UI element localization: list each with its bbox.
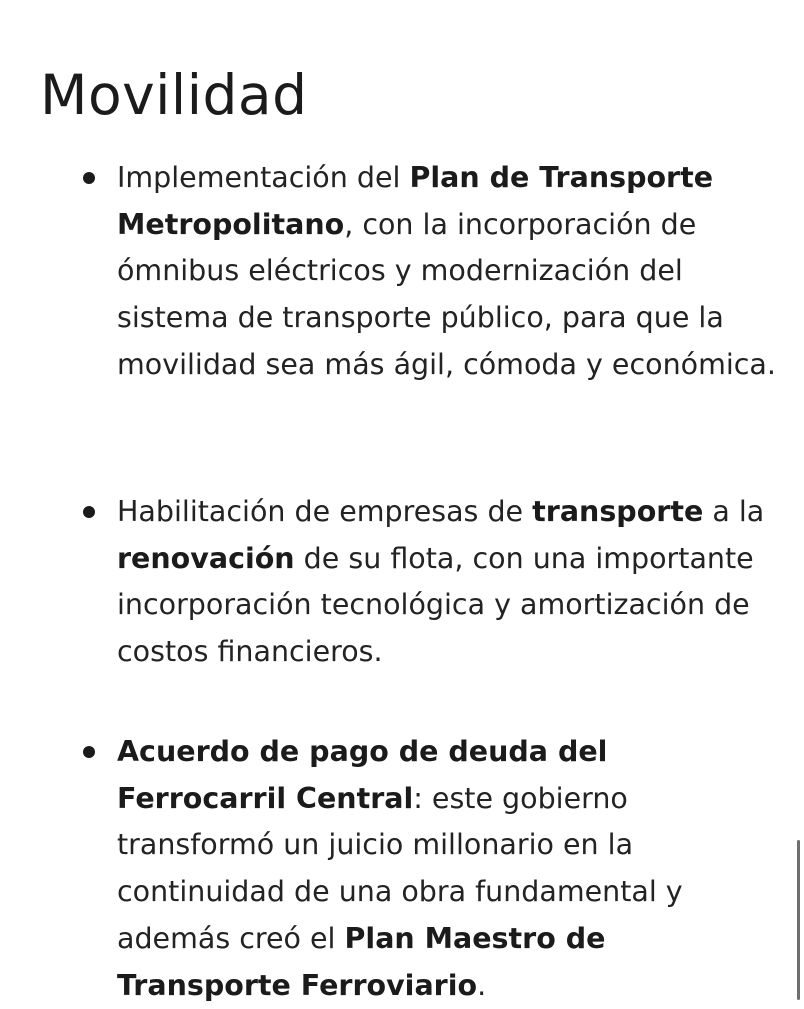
bullet-dot-icon	[83, 172, 95, 184]
item-text: Implementación del	[117, 161, 410, 194]
item-text: de su flota, con una importante incorporación tecnológica y amortización de costos financieros.	[117, 541, 754, 669]
item-text: , con la incorporación de ómnibus eléctricos y modernización del sistema de transporte público, para que la movilidad sea más ágil, cómoda y económica.	[117, 207, 776, 381]
page-title: Movilidad	[40, 63, 308, 127]
item-text: a la	[703, 495, 765, 528]
scrollbar[interactable]	[797, 840, 800, 1000]
item-bold-text: renovación	[117, 541, 295, 575]
list-item	[117, 489, 777, 676]
item-text: : este gobierno transformó un juicio millonario en la continuidad de una obra fundamental y además creó el	[117, 781, 683, 955]
item-text: Habilitación de empresas de	[117, 495, 533, 528]
list-item	[117, 729, 777, 1009]
item-bold-text: Plan de Transporte Metropolitano	[117, 161, 714, 241]
list-item	[117, 155, 777, 389]
item-bold-text: Acuerdo de pago de deuda del Ferrocarril Central	[117, 735, 608, 815]
item-text: .	[477, 968, 487, 1002]
item-bold-text: Plan Maestro de Transporte Ferroviario	[117, 921, 606, 1002]
item-bold-text: transporte	[532, 495, 704, 528]
bullet-dot-icon	[83, 506, 95, 518]
bullet-dot-icon	[83, 746, 95, 758]
